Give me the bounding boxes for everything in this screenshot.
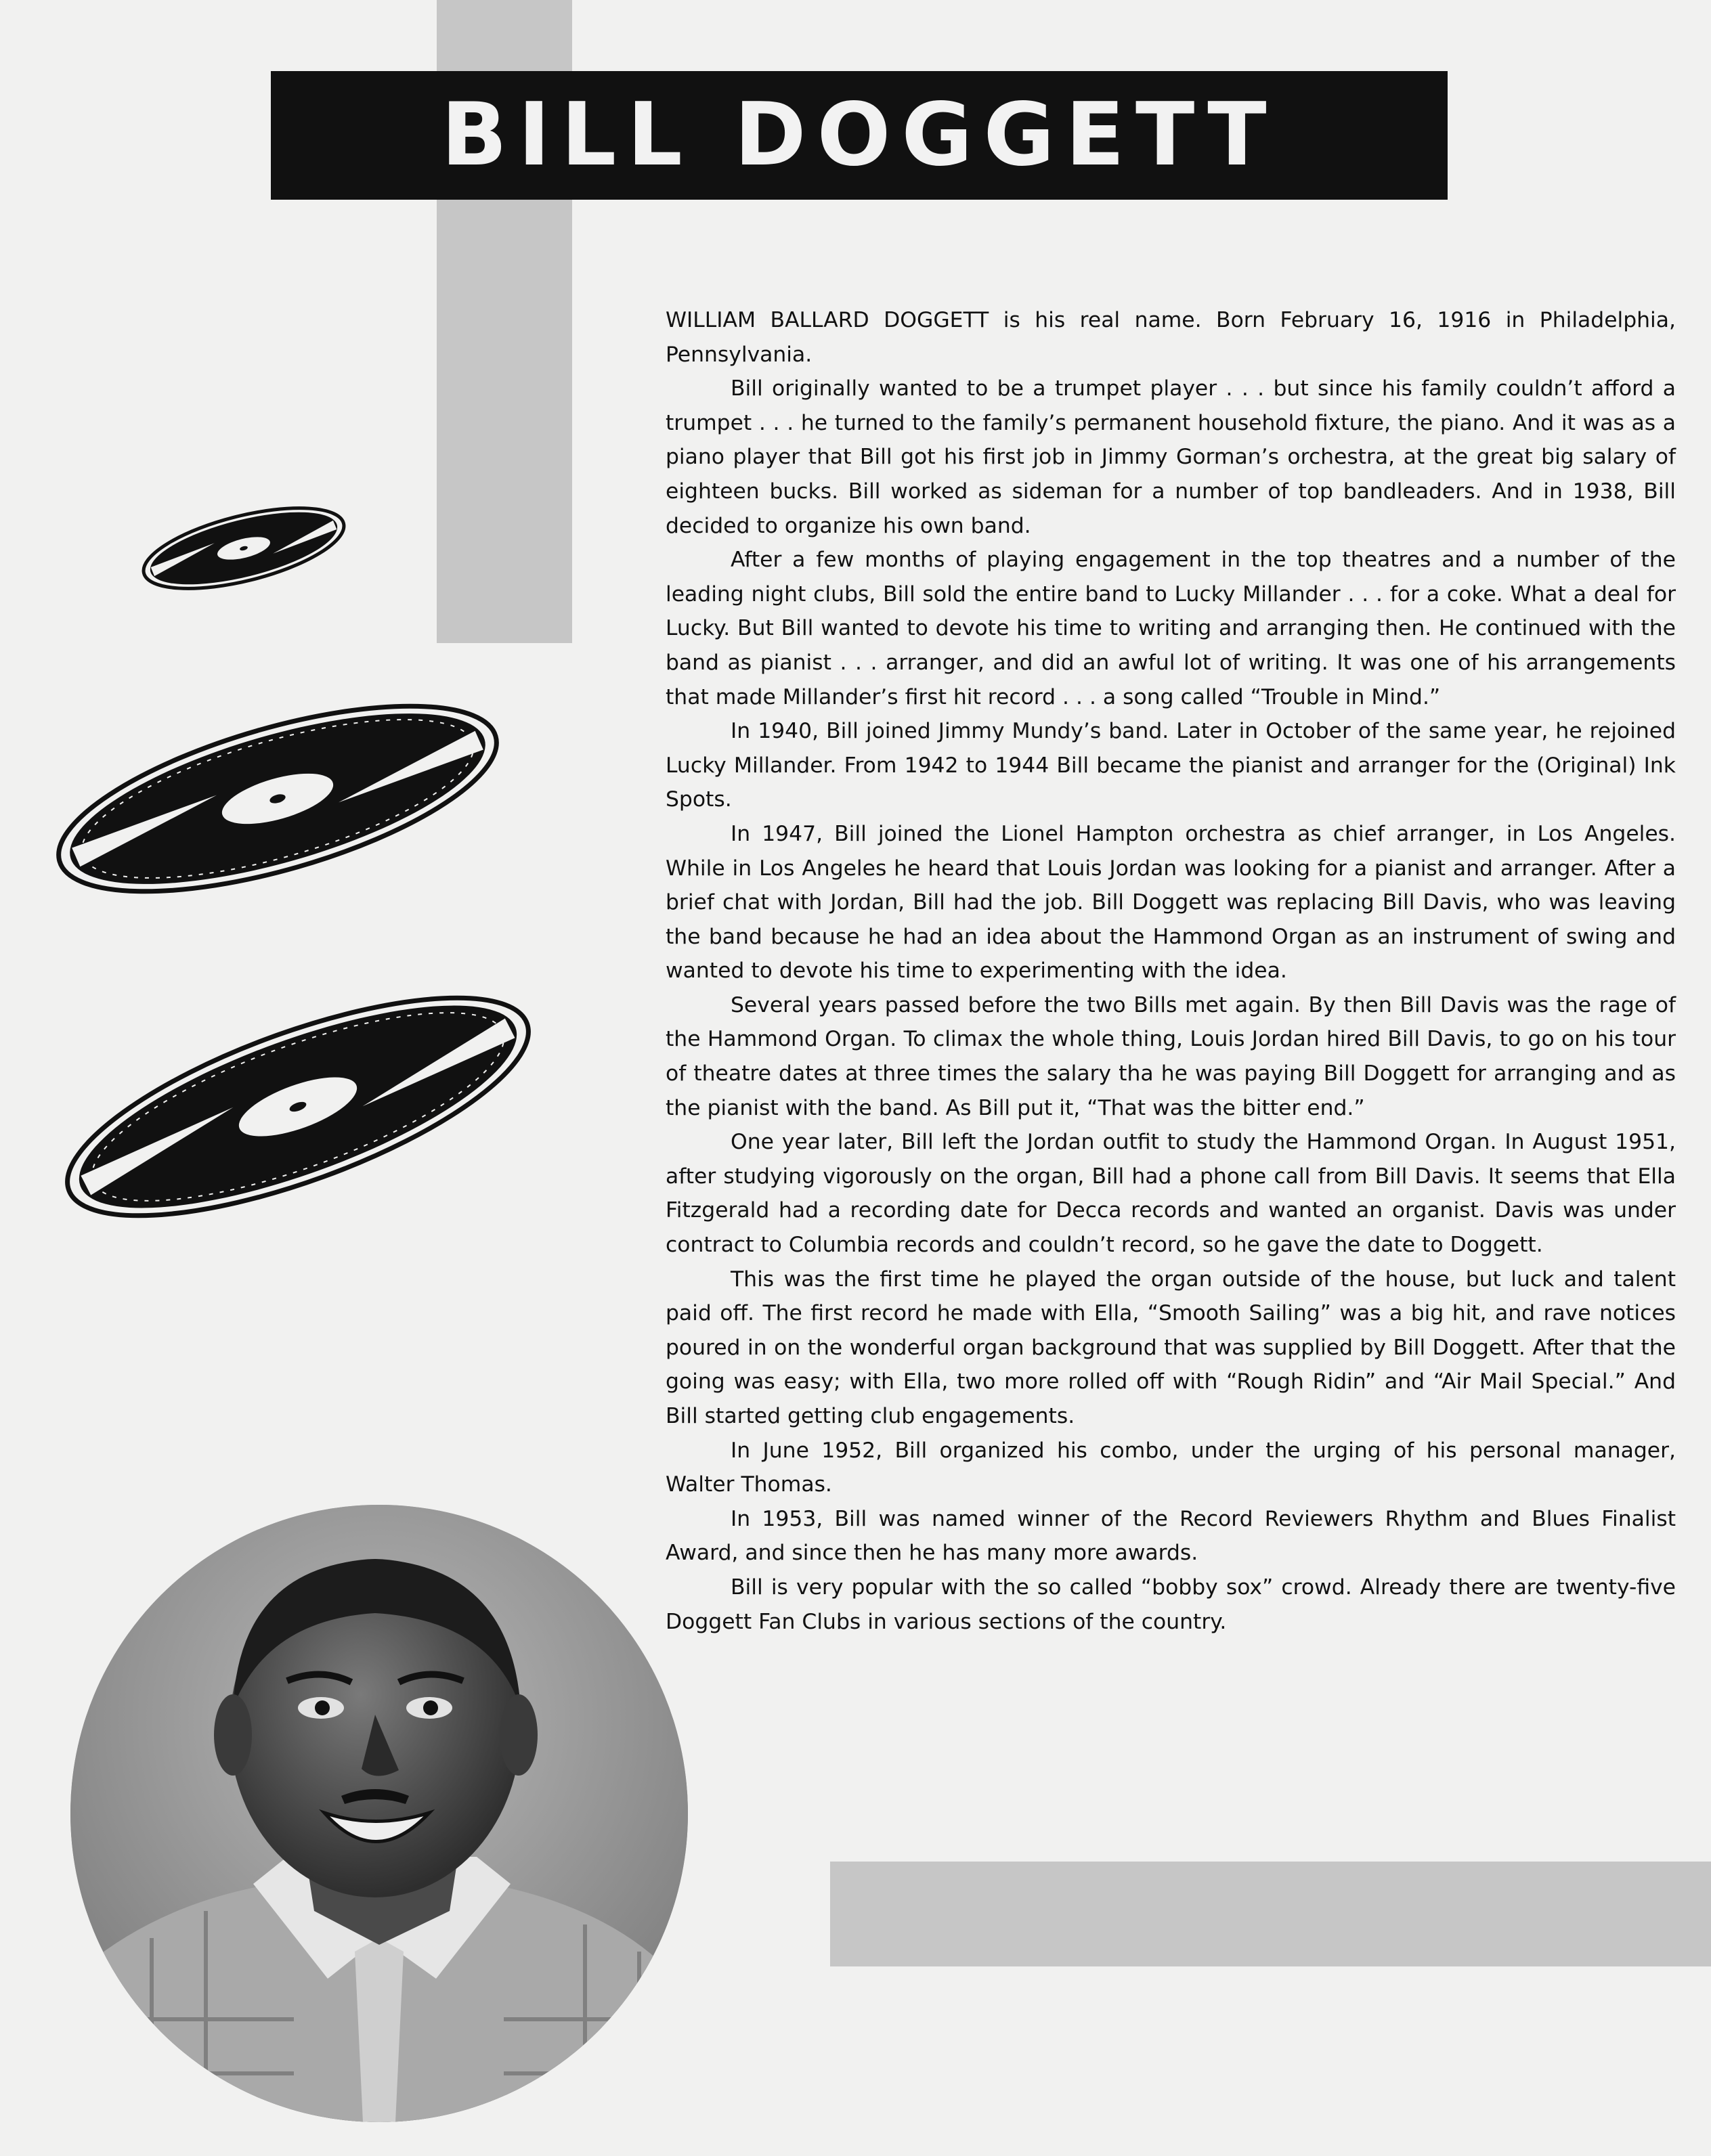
paragraph: One year later, Bill left the Jordan outfit to study the Hammond Organ. In August 1951, after studying vigorously on the organ, Bill had a phone call from Bill Davis. It seems that Ella Fitzgerald had a recording date for Decca records and wanted an organist. Davis was under contract to Columbia records and couldn’t record, so he gave the date to Doggett. [666,1130,1676,1258]
page-title: BILL DOGGETT [441,85,1278,185]
vinyl-record-icon [41,995,555,1218]
paragraph: This was the first time he played the organ outside of the house, but luck and talent paid off. The first record he made with Ella, “Smooth Sailing” was a big hit, and rave notices poured in on the wonderful organ background that was supplied by Bill Doggett. After that the going was easy; with Ella, two more rolled off with “Rough Ridin” and “Air Mail Special.” And Bill started getting club engagements. [666,1267,1676,1428]
decorative-grey-bar-horizontal [830,1862,1711,1966]
portrait-illustration [70,1505,688,2122]
paragraph: In 1953, Bill was named winner of the Record Reviewers Rhythm and Blues Finalist Award, and since then he has many more awards. [666,1506,1676,1566]
paragraph: In 1940, Bill joined Jimmy Mundy’s band. Later in October of the same year, he rejoined Lucky Millander. From 1942 to 1944 Bill became the pianist and arranger for the (Original) Ink Spots. [666,719,1676,812]
paragraph: Several years passed before the two Bills met again. By then Bill Davis was the rage of the Hammond Organ. To climax the whole thing, Louis Jordan hired Bill Davis, to go on his tour of theatre dates at three times the salary tha he was paying Bill Doggett for arranging and as the pianist with the band. As Bill put it, “That was the bitter end.” [666,992,1676,1120]
portrait-photo [70,1505,688,2122]
paragraph: Bill is very popular with the so called “bobby sox” crowd. Already there are twenty-five Doggett Fan Clubs in various sections of the country. [666,1575,1676,1634]
paragraph: After a few months of playing engagement in the top theatres and a number of the leading night clubs, Bill sold the entire band to Lucky Millander . . . for a coke. What a deal for Lucky. But Bill wanted to devote his time to writing and arranging then. He continued with the band as pianist . . . arranger, and did an awful lot of writing. It was one of his arrangements that made Millander’s first hit record . . . a song called “Trouble in Mind.” [666,548,1676,709]
paragraph: In 1947, Bill joined the Lionel Hampton orchestra as chief arranger, in Los Angeles. While in Los Angeles he heard that Louis Jordan was looking for a pianist and arranger. After a brief chat with Jordan, Bill had the job. Bill Doggett was replacing Bill Davis, who was leaving the band because he had an idea about the Hammond Organ as an instrument of swing and wanted to devote his time to experimenting with the idea. [666,821,1676,984]
vinyl-record-icon [135,501,352,596]
paragraph: In June 1952, Bill organized his combo, under the urging of his personal manager, Walter Thomas. [666,1438,1676,1497]
paragraph: Bill originally wanted to be a trumpet player . . . but since his family couldn’t afford a trumpet . . . he turned to the family’s permanent household fixture, the piano. And it was as a piano player that Bill got his first job in Jimmy Gorman’s orchestra, at the great big salary of eighteen bucks. Bill worked as sideman for a number of top bandleaders. And in 1938, Bill decided to organize his own band. [666,376,1676,538]
paragraph: WILLIAM BALLARD DOGGETT is his real name. Born February 16, 1916 in Philadelphia, Pennsylvania. [666,308,1676,367]
biography-text [666,303,1676,1639]
title-banner [271,71,1448,200]
vinyl-record-icon [41,697,515,900]
